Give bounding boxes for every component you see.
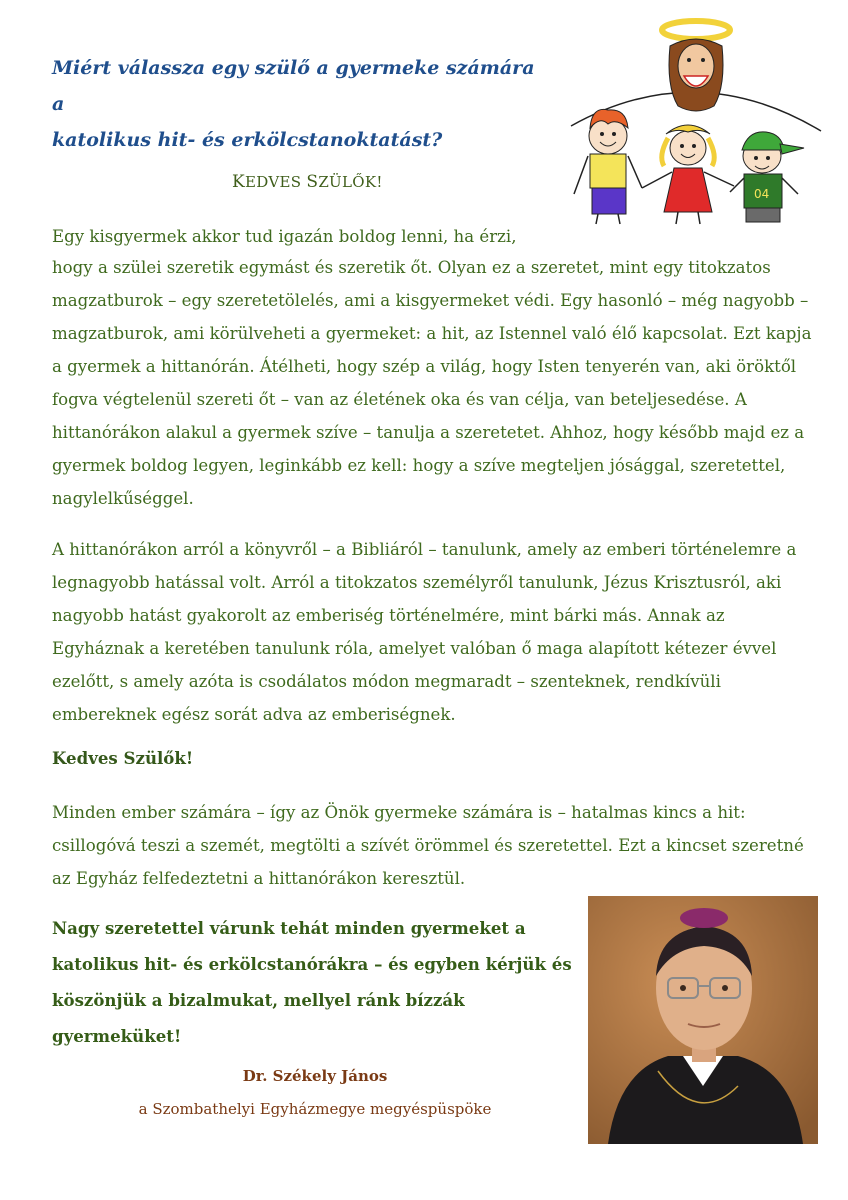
- title-line-2: katolikus hit- és erkölcstanoktatást?: [52, 129, 443, 151]
- paragraph-3: Minden ember számára – így az Önök gyermeke számára is – hatalmas kincs a hit: csillogóvá teszi a szemét, megtölti a szívét örömmel és szeretettel. Ezt a kincset szeretné az Egyház felfedeztetni a hittanórákon keresztül.: [52, 803, 804, 888]
- paragraph-2: A hittanórákon arról a könyvről – a Bibliáról – tanulunk, amely az emberi történelemre a legnagyobb hatással volt. Arról a titokzatos személyről tanulunk, Jézus Krisztusról, aki nagyobb hatást gyakorolt az emberiség történelmére, mint bárki más. Annak az Egyháznak a keretében tanulunk róla, amelyet valóban ő maga alapított kétezer évvel ezelőtt, s amely azóta is csodálatos módon megmaradt – szenteknek, rendkívüli embereknek egész sorát adva az emberiségnek.: [52, 540, 797, 724]
- greeting-small-caps: KEDVES SZÜLŐK!: [232, 172, 383, 192]
- signature-name: Dr. Székely János: [242, 1067, 388, 1085]
- signature-role: a Szombathelyi Egyházmegye megyéspüspöke: [138, 1100, 492, 1118]
- jesus-and-children-illustration: [566, 16, 826, 230]
- closing-invitation: Nagy szeretettel várunk tehát minden gyermeket a katolikus hit- és erkölcstanórákra – és egyben kérjük és köszönjük a bizalmukat, mellyel ránk bízzák gyermeküket!: [52, 918, 572, 1046]
- signature-block: [100, 1060, 530, 1126]
- paragraph-1: hogy a szülei szeretik egymást és szeretik őt. Olyan ez a szeretet, mint egy titokzatos magzatburok – egy szeretetölelés, ami a kisgyermeket védi. Egy hasonló – még nagyobb – magzatburok, ami körülveheti a gyermeket: a hit, az Istennel való élő kapcsolat. Ezt kapja a gyermek a hittanórán. Átélheti, hogy szép a világ, hogy Isten tenyerén van, aki öröktől fogva végtelenül szereti őt – van az életének oka és van célja, van beteljesedése. A hittanórákon alakul a gyermek szíve – tanulja a szeretetet. Ahhoz, hogy később majd ez a gyermek boldog legyen, leginkább ez kell: hogy a szíve megteljen jósággal, szeretettel, nagylelkűséggel.: [52, 258, 812, 508]
- bishop-portrait-photo: [588, 896, 818, 1144]
- page-title: [52, 50, 552, 158]
- title-line-1: Miért válassza egy szülő a gyermeke számára a: [52, 57, 535, 115]
- shirt-number: 04: [754, 187, 770, 201]
- greeting-heading: Kedves Szülők!: [52, 748, 194, 768]
- paragraph-1-first-line: Egy kisgyermek akkor tud igazán boldog lenni, ha érzi,: [52, 227, 517, 246]
